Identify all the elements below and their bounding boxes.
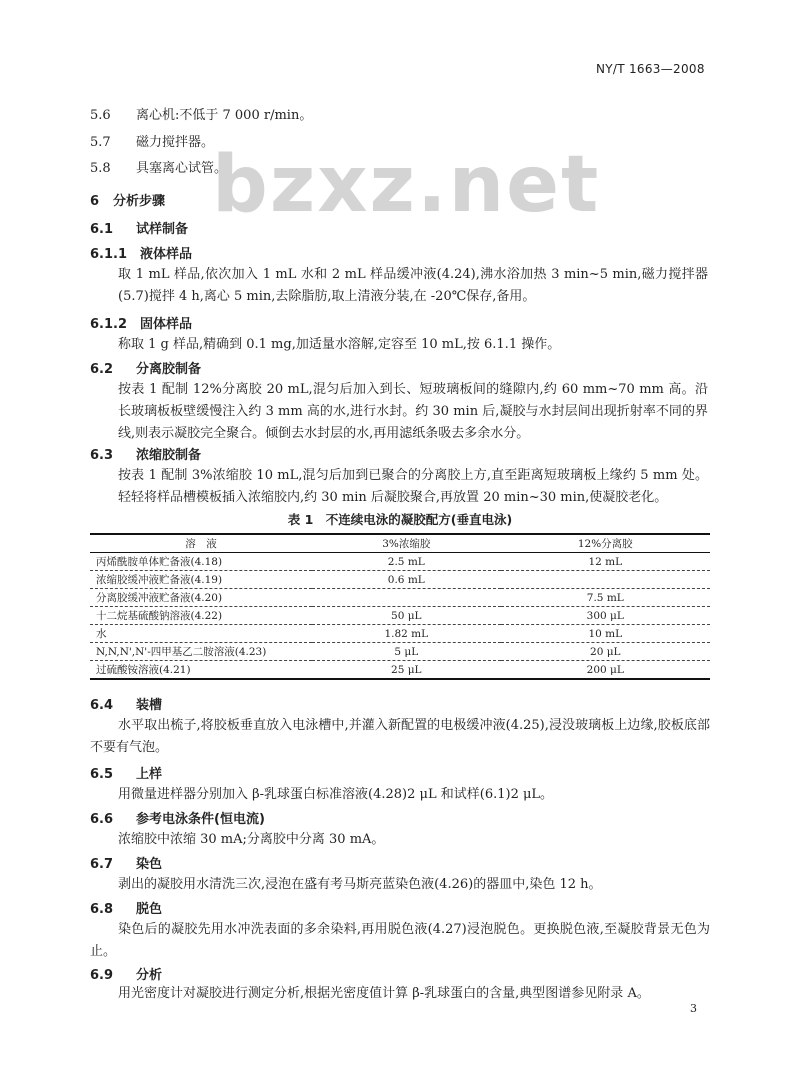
separating-gel-cell: 12 mL (501, 553, 710, 571)
subsection-heading (90, 313, 192, 332)
solution-cell: 十二烷基硫酸钠溶液(4.22) (90, 607, 312, 625)
subsection-heading (90, 243, 192, 262)
apparatus-item (90, 104, 312, 123)
solution-cell: 浓缩胶缓冲液贮备液(4.19) (90, 571, 312, 589)
item-number: 5.8 (90, 161, 111, 176)
paragraph: 水平取出梳子,将胶板垂直放入电泳槽中,并灌入新配置的电极缓冲液(4.25),浸没玻璃板上边缘,胶板底部不要有气泡。 (90, 718, 710, 755)
section-title: 分离胶制备 (136, 362, 202, 377)
section-number: 6.7 (90, 857, 114, 872)
column-header: 3%浓缩胶 (312, 534, 501, 553)
paragraph: 称取 1 g 样品,精确到 0.1 mg,加适量水溶解,定容至 10 mL,按 6.1.1 操作。 (118, 337, 561, 352)
section-number: 6.3 (90, 448, 114, 463)
section-number: 6.6 (90, 812, 114, 827)
stacking-gel-cell: 1.82 mL (312, 625, 501, 643)
separating-gel-cell (501, 571, 710, 589)
subsection-heading (90, 898, 162, 917)
separating-gel-cell: 200 μL (501, 661, 710, 680)
paragraph: 浓缩胶中浓缩 30 mA;分离胶中分离 30 mA。 (118, 832, 385, 847)
section-title: 浓缩胶制备 (136, 448, 202, 463)
section-title: 试样制备 (136, 222, 189, 237)
item-text: 具塞离心试管。 (136, 161, 228, 176)
stacking-gel-cell: 5 μL (312, 643, 501, 661)
apparatus-item (90, 131, 214, 150)
stacking-gel-cell: 50 μL (312, 607, 501, 625)
separating-gel-cell: 300 μL (501, 607, 710, 625)
section-number: 6.1.2 (90, 317, 128, 332)
table-row (90, 643, 710, 661)
section-title: 分析步骤 (113, 194, 166, 209)
item-text: 离心机:不低于 7 000 r/min。 (136, 108, 313, 123)
document-code: NY/T 1663—2008 (596, 62, 705, 76)
section-title: 上样 (136, 767, 163, 782)
section-number: 6 (90, 194, 100, 209)
column-header: 12%分离胶 (501, 534, 710, 553)
subsection-heading (90, 808, 265, 827)
solution-cell: 分离胶缓冲液贮备液(4.20) (90, 589, 312, 607)
section-number: 6.1 (90, 222, 114, 237)
separating-gel-cell: 10 mL (501, 625, 710, 643)
subsection-heading (90, 964, 162, 983)
subsection-heading (90, 853, 162, 872)
section-title: 染色 (136, 857, 163, 872)
section-number: 6.5 (90, 767, 114, 782)
stacking-gel-cell (312, 589, 501, 607)
subsection-heading (90, 358, 201, 377)
separating-gel-cell: 7.5 mL (501, 589, 710, 607)
gel-recipe-table (90, 533, 710, 680)
paragraph: 剥出的凝胶用水清洗三次,浸泡在盛有考马斯亮蓝染色液(4.26)的器皿中,染色 12 h。 (118, 877, 602, 892)
table-row (90, 589, 710, 607)
section-title: 分析 (136, 968, 163, 983)
section-number: 6.4 (90, 698, 114, 713)
section-title: 参考电泳条件(恒电流) (136, 812, 265, 827)
paragraph: 按表 1 配制 12%分离胶 20 mL,混匀后加入到长、短玻璃板间的缝隙内,约 60 mm~70 mm 高。沿长玻璃板板壁缓慢注入约 3 mm 高的水,进行水封。约 30 min 后,凝胶与水封层间出现折射率不同的界线,则表示凝胶完全聚合。倾倒去水封层的水,再用滤纸条吸去多余水分。 (118, 382, 708, 441)
table-header-row (90, 534, 710, 553)
table-row (90, 571, 710, 589)
section-number: 6.1.1 (90, 247, 128, 262)
table-row (90, 625, 710, 643)
table-row (90, 607, 710, 625)
stacking-gel-cell: 25 μL (312, 661, 501, 680)
apparatus-item (90, 157, 227, 176)
table-row (90, 661, 710, 680)
solution-cell: 水 (90, 625, 312, 643)
paragraph: 取 1 mL 样品,依次加入 1 mL 水和 2 mL 样品缓冲液(4.24),沸水浴加热 3 min~5 min,磁力搅拌器(5.7)搅拌 4 h,离心 5 min,去除脂肪,取上清液分装,在 -20℃保存,备用。 (118, 267, 708, 304)
paragraph: 用光密度计对凝胶进行测定分析,根据光密度值计算 β-乳球蛋白的含量,典型图谱参见附录 A。 (118, 986, 650, 1001)
paragraph: 用微量进样器分别加入 β-乳球蛋白标准溶液(4.28)2 μL 和试样(6.1)2 μL。 (118, 787, 554, 802)
section-heading (90, 190, 165, 209)
separating-gel-cell: 20 μL (501, 643, 710, 661)
section-title: 装槽 (136, 698, 163, 713)
section-number: 6.8 (90, 902, 114, 917)
solution-cell: 丙烯酰胺单体贮备液(4.18) (90, 553, 312, 571)
subsection-heading (90, 444, 201, 463)
section-number: 6.2 (90, 362, 114, 377)
column-header: 溶 液 (90, 534, 312, 553)
paragraph: 按表 1 配制 3%浓缩胶 10 mL,混匀后加到已聚合的分离胶上方,直至距离短玻璃板上缘约 5 mm 处。轻轻将样品槽模板插入浓缩胶内,约 30 min 后凝胶聚合,再放置 20 min~30 min,使凝胶老化。 (118, 468, 708, 505)
table-title: 表 1 不连续电泳的凝胶配方(垂直电泳) (287, 512, 513, 527)
item-number: 5.7 (90, 135, 111, 150)
subsection-heading (90, 218, 188, 237)
stacking-gel-cell: 0.6 mL (312, 571, 501, 589)
paragraph: 染色后的凝胶先用水冲洗表面的多余染料,再用脱色液(4.27)浸泡脱色。更换脱色液,至凝胶背景无色为止。 (90, 922, 710, 959)
section-title: 脱色 (136, 902, 163, 917)
stacking-gel-cell: 2.5 mL (312, 553, 501, 571)
item-text: 磁力搅拌器。 (136, 135, 215, 150)
section-title: 液体样品 (140, 247, 193, 262)
section-title: 固体样品 (140, 317, 193, 332)
page-number: 3 (690, 1002, 697, 1015)
subsection-heading (90, 694, 162, 713)
section-number: 6.9 (90, 968, 114, 983)
solution-cell: 过硫酸铵溶液(4.21) (90, 661, 312, 680)
solution-cell: N,N,N',N'-四甲基乙二胺溶液(4.23) (90, 643, 312, 661)
item-number: 5.6 (90, 108, 111, 123)
table-row (90, 553, 710, 571)
watermark: bzxz.net (212, 140, 601, 230)
subsection-heading (90, 763, 162, 782)
